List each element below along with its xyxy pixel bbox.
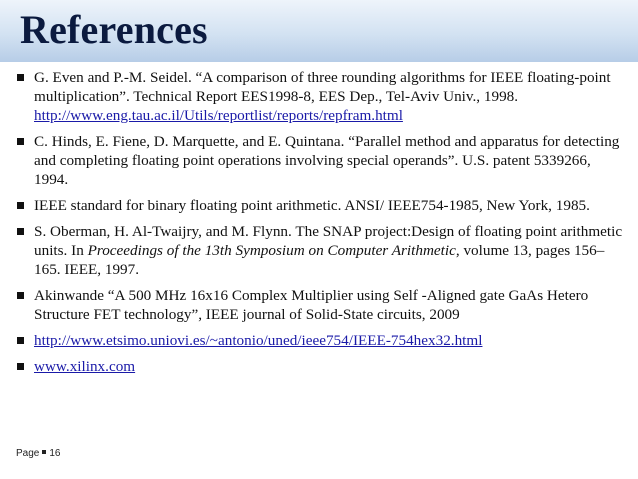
page-number: 16 [49, 448, 61, 459]
slide-title: References [20, 7, 208, 52]
square-bullet-icon [17, 138, 24, 145]
square-bullet-icon [42, 450, 46, 454]
reference-item [14, 222, 626, 279]
reference-item [14, 196, 626, 215]
page-footer [16, 448, 60, 459]
reference-proceedings-title: Proceedings of the 13th Symposium on Computer Arithmetic [87, 242, 456, 259]
reference-text: G. Even and P.-M. Seidel. “A comparison of three rounding algorithms for IEEE floating-point multiplication”. Technical Report EES1998-8, EES Dep., Tel-Aviv Univ., 1998. [34, 69, 611, 105]
page-label: Page [16, 448, 40, 459]
reference-text: S. Oberman, H. Al-Twaijry, and M. Flynn. The SNAP project:Design of floating point arithmetic units. In [34, 223, 623, 259]
reference-text-tail: , volume 13, pages 156–165. IEEE, 1997. [34, 242, 605, 278]
reference-list [14, 68, 626, 383]
reference-item [14, 286, 626, 324]
reference-item [14, 331, 626, 350]
square-bullet-icon [17, 202, 24, 209]
square-bullet-icon [17, 337, 24, 344]
square-bullet-icon [17, 74, 24, 81]
reference-item [14, 357, 626, 376]
title-bar [0, 0, 638, 62]
reference-link[interactable]: http://www.eng.tau.ac.il/Utils/reportlist/reports/repfram.html [34, 107, 403, 124]
reference-item [14, 68, 626, 125]
reference-link[interactable]: http://www.etsimo.uniovi.es/~antonio/uned/ieee754/IEEE-754hex32.html [34, 332, 483, 349]
reference-item [14, 132, 626, 189]
square-bullet-icon [17, 292, 24, 299]
reference-text: C. Hinds, E. Fiene, D. Marquette, and E. Quintana. “Parallel method and apparatus for detecting and completing floating point operations involving special operands”. U.S. patent 5339266, 1994. [34, 133, 620, 188]
reference-link[interactable]: www.xilinx.com [34, 358, 136, 375]
square-bullet-icon [17, 228, 24, 235]
reference-text: Akinwande “A 500 MHz 16x16 Complex Multiplier using Self -Aligned gate GaAs Hetero Structure FET technology”, IEEE journal of Solid-State circuits, 2009 [34, 287, 589, 323]
reference-text: IEEE standard for binary floating point arithmetic. ANSI/ IEEE754-1985, New York, 1985. [34, 197, 590, 214]
square-bullet-icon [17, 363, 24, 370]
